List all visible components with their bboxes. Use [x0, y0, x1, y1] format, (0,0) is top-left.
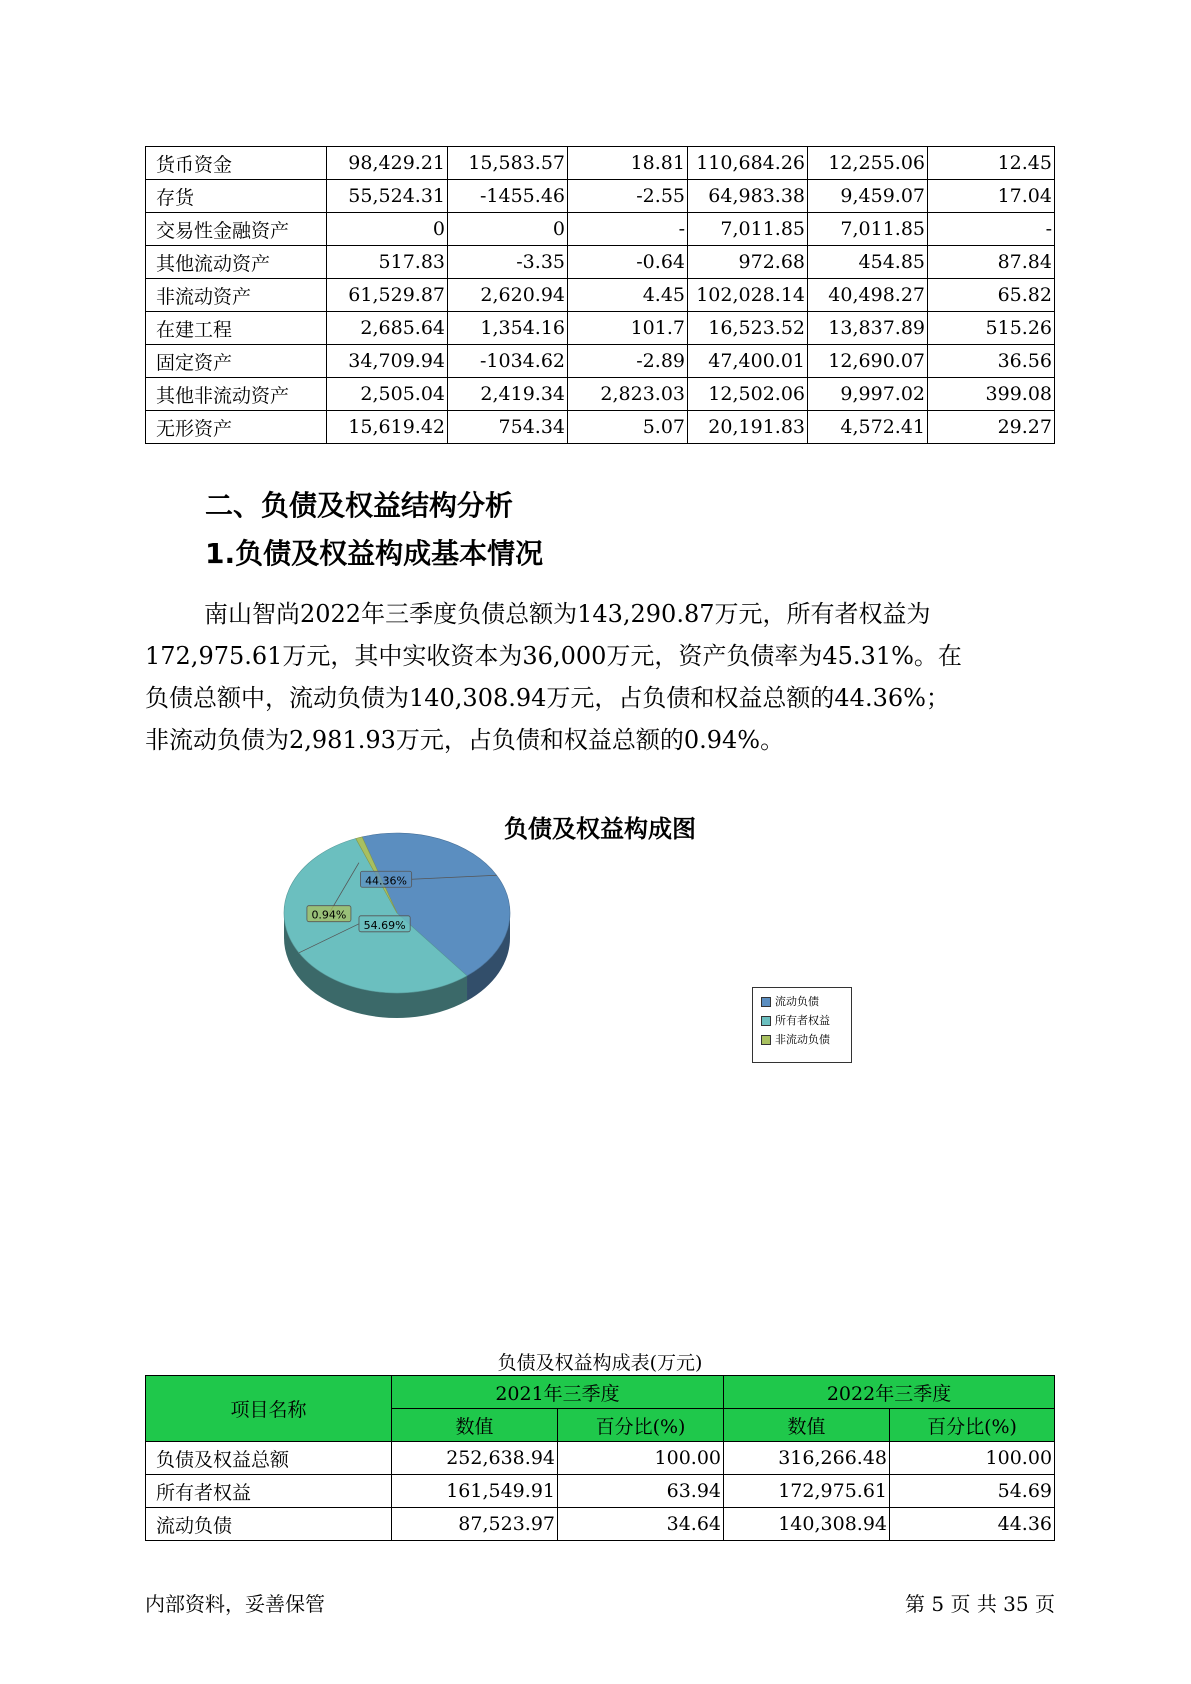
- table-cell: 0: [327, 213, 448, 246]
- table-cell: 972.68: [688, 246, 808, 279]
- table-cell: 40,498.27: [808, 279, 928, 312]
- row-label: 其他流动资产: [146, 246, 327, 279]
- table-cell: 110,684.26: [688, 147, 808, 180]
- table-cell: 15,583.57: [448, 147, 568, 180]
- legend-swatch: [761, 997, 771, 1007]
- table-cell: 2,685.64: [327, 312, 448, 345]
- table-cell: 4,572.41: [808, 411, 928, 444]
- page-number: 第 5 页 共 35 页: [905, 1592, 1055, 1616]
- row-label: 其他非流动资产: [146, 378, 327, 411]
- row-label: 货币资金: [146, 147, 327, 180]
- table-cell: 2,419.34: [448, 378, 568, 411]
- table-cell: 4.45: [568, 279, 688, 312]
- table-cell: 54.69: [890, 1475, 1055, 1508]
- table-cell: 61,529.87: [327, 279, 448, 312]
- table-cell: 316,266.48: [724, 1442, 890, 1475]
- header-value: 数值: [724, 1409, 890, 1442]
- row-label: 存货: [146, 180, 327, 213]
- legend-swatch: [761, 1035, 771, 1045]
- table-cell: 7,011.85: [688, 213, 808, 246]
- legend-label: 流动负债: [775, 995, 819, 1008]
- data-label: 54.69%: [363, 918, 406, 932]
- pie-chart: [200, 800, 900, 1160]
- table-cell: 161,549.91: [392, 1475, 558, 1508]
- paragraph-line-3: 负债总额中，流动负债为140,308.94万元，占负债和权益总额的44.36%；: [145, 684, 950, 712]
- table-row: [146, 279, 1055, 312]
- section-heading: 二、负债及权益结构分析: [205, 489, 514, 522]
- table-row: [146, 1442, 1055, 1475]
- table-cell: 55,524.31: [327, 180, 448, 213]
- data-label: 0.94%: [311, 908, 347, 922]
- table-cell: 2,620.94: [448, 279, 568, 312]
- table-cell: 63.94: [558, 1475, 724, 1508]
- table-cell: 2,505.04: [327, 378, 448, 411]
- table-cell: 517.83: [327, 246, 448, 279]
- table-row: [146, 213, 1055, 246]
- table-cell: 101.7: [568, 312, 688, 345]
- chart-title: 负债及权益构成图: [504, 815, 696, 843]
- table-cell: 7,011.85: [808, 213, 928, 246]
- table-row: [146, 246, 1055, 279]
- table-cell: -1455.46: [448, 180, 568, 213]
- table-cell: 12,255.06: [808, 147, 928, 180]
- footer-confidential: 内部资料，妥善保管: [145, 1592, 325, 1616]
- table-cell: 9,997.02: [808, 378, 928, 411]
- table-row: [146, 312, 1055, 345]
- legend-label: 非流动负债: [775, 1033, 830, 1046]
- table-cell: 87,523.97: [392, 1508, 558, 1541]
- table-row: [146, 411, 1055, 444]
- row-label: 无形资产: [146, 411, 327, 444]
- table-cell: 0: [448, 213, 568, 246]
- table-cell: 172,975.61: [724, 1475, 890, 1508]
- table-cell: 17.04: [928, 180, 1055, 213]
- header-value: 数值: [392, 1409, 558, 1442]
- table-cell: 34.64: [558, 1508, 724, 1541]
- table-cell: 36.56: [928, 345, 1055, 378]
- table-cell: -2.89: [568, 345, 688, 378]
- table-cell: 102,028.14: [688, 279, 808, 312]
- table-cell: -0.64: [568, 246, 688, 279]
- row-label: 非流动资产: [146, 279, 327, 312]
- row-label: 在建工程: [146, 312, 327, 345]
- table-cell: 252,638.94: [392, 1442, 558, 1475]
- asset-table: [145, 146, 1055, 444]
- paragraph-line-1: 南山智尚2022年三季度负债总额为143,290.87万元，所有者权益为: [204, 600, 931, 628]
- table-cell: 454.85: [808, 246, 928, 279]
- table-cell: 100.00: [558, 1442, 724, 1475]
- table-cell: -2.55: [568, 180, 688, 213]
- table-cell: -3.35: [448, 246, 568, 279]
- table-cell: 15,619.42: [327, 411, 448, 444]
- table-cell: 5.07: [568, 411, 688, 444]
- subsection-heading: 1.负债及权益构成基本情况: [205, 537, 544, 570]
- table-cell: 18.81: [568, 147, 688, 180]
- header-pct: 百分比(%): [890, 1409, 1055, 1442]
- row-label: 固定资产: [146, 345, 327, 378]
- table-cell: 399.08: [928, 378, 1055, 411]
- liability-equity-table: [145, 1375, 1055, 1541]
- row-label: 负债及权益总额: [146, 1442, 392, 1475]
- table-cell: 12.45: [928, 147, 1055, 180]
- table-row: [146, 1475, 1055, 1508]
- table-cell: 87.84: [928, 246, 1055, 279]
- header-item-name: 项目名称: [146, 1376, 392, 1442]
- table-cell: -1034.62: [448, 345, 568, 378]
- paragraph-line-2: 172,975.61万元，其中实收资本为36,000万元，资产负债率为45.31%。在: [145, 642, 962, 670]
- table-cell: 98,429.21: [327, 147, 448, 180]
- row-label: 交易性金融资产: [146, 213, 327, 246]
- table-cell: 515.26: [928, 312, 1055, 345]
- header-period-2022: 2022年三季度: [724, 1376, 1055, 1409]
- table-cell: 64,983.38: [688, 180, 808, 213]
- table-row: [146, 345, 1055, 378]
- legend-label: 所有者权益: [775, 1014, 830, 1027]
- table-row: [146, 147, 1055, 180]
- data-label: 44.36%: [365, 874, 408, 888]
- table-row: [146, 378, 1055, 411]
- table-cell: 100.00: [890, 1442, 1055, 1475]
- table-cell: 12,502.06: [688, 378, 808, 411]
- paragraph-line-4: 非流动负债为2,981.93万元，占负债和权益总额的0.94%。: [145, 726, 785, 754]
- table-cell: 16,523.52: [688, 312, 808, 345]
- header-period-2021: 2021年三季度: [392, 1376, 724, 1409]
- table-caption: 负债及权益构成表(万元): [497, 1352, 703, 1374]
- table-cell: 13,837.89: [808, 312, 928, 345]
- legend-item-owners-equity: [761, 1013, 830, 1029]
- table-row: [146, 180, 1055, 213]
- table-cell: 20,191.83: [688, 411, 808, 444]
- table-cell: -: [928, 213, 1055, 246]
- table-cell: 47,400.01: [688, 345, 808, 378]
- table-cell: -: [568, 213, 688, 246]
- table-cell: 12,690.07: [808, 345, 928, 378]
- table-cell: 29.27: [928, 411, 1055, 444]
- legend-item-current-liabilities: [761, 994, 819, 1010]
- legend-item-noncurrent-liabilities: [761, 1032, 830, 1048]
- table-cell: 9,459.07: [808, 180, 928, 213]
- table-row: [146, 1508, 1055, 1541]
- chart-legend: [752, 987, 852, 1063]
- table-cell: 34,709.94: [327, 345, 448, 378]
- row-label: 流动负债: [146, 1508, 392, 1541]
- table-cell: 1,354.16: [448, 312, 568, 345]
- header-pct: 百分比(%): [558, 1409, 724, 1442]
- row-label: 所有者权益: [146, 1475, 392, 1508]
- table-cell: 65.82: [928, 279, 1055, 312]
- table-cell: 754.34: [448, 411, 568, 444]
- table-cell: 140,308.94: [724, 1508, 890, 1541]
- table-cell: 44.36: [890, 1508, 1055, 1541]
- table-cell: 2,823.03: [568, 378, 688, 411]
- legend-swatch: [761, 1016, 771, 1026]
